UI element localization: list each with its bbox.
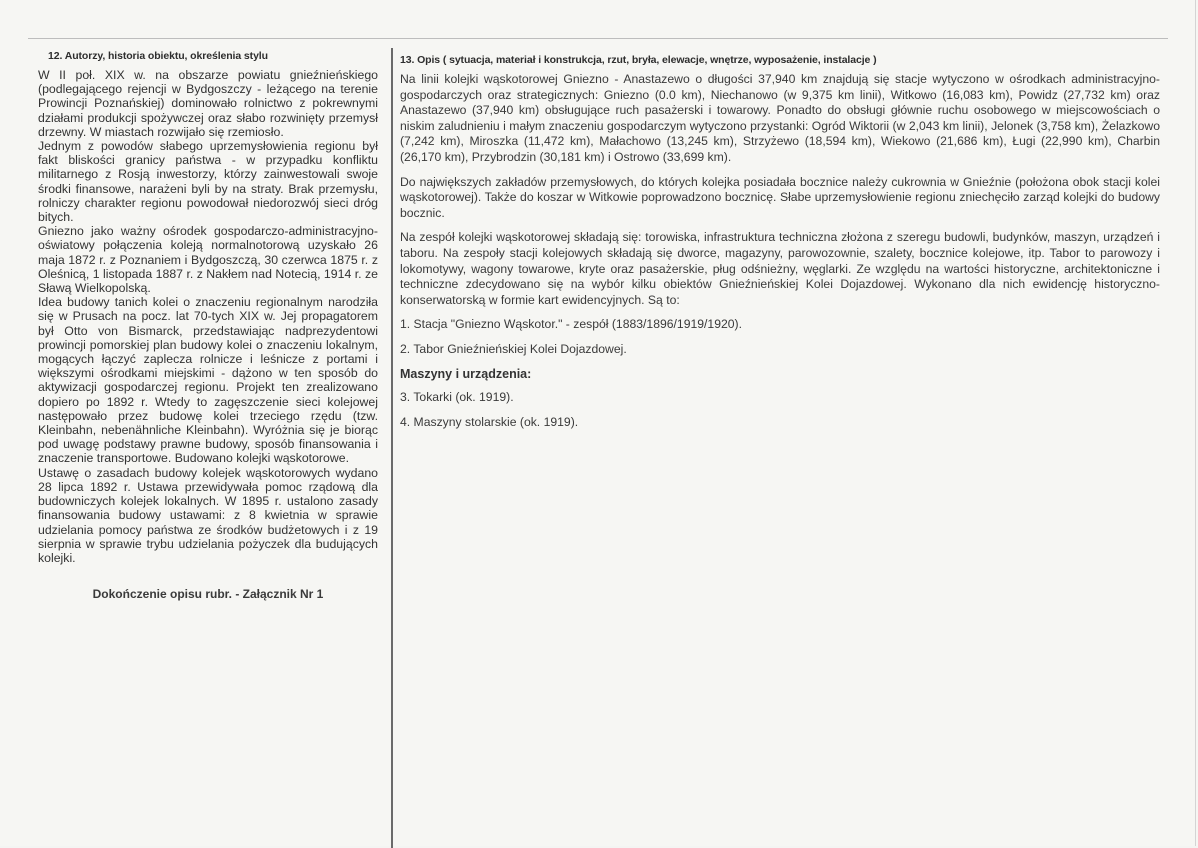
section-12	[38, 50, 378, 601]
description-paragraph: Na linii kolejki wąskotorowej Gniezno - Anastazewo o długości 37,940 km znajdują się stacje wytyczono w ośrodkach administracyjno-gospodarczych oraz strategicznych: Gniezno (0.0 km), Niechanowo (w 9,375 km linii), Witkowo (16,083 km), Powidz (27,732 km) oraz Anastazewo (37,940 km) obsługujące ruch pasażerski i towarowy. Ponadto do obsługi głównie ruchu osobowego w miejscowościach o niskim zaludnieniu i małym znaczeniu gospodarczym wytyczono przystanki: Ogród Wiktorii (w 2,043 km linii), Jelonek (3,758 km), Żelazkowo (7,242 km), Miroszka (11,472 km), Małachowo (13,245 km), Strzyżewo (18,594 km), Wiekowo (21,686 km), Ługi (22,990 km), Charbin (26,170 km), Przybrodzin (30,181 km) i Ostrowo (33,699 km).	[400, 72, 1160, 164]
machines-subheading: Maszyny i urządzenia:	[400, 366, 532, 381]
section-13-heading: 13. Opis ( sytuacja, materiał i konstrukcja, rzut, bryła, elewacje, wnętrze, wyposażenie, instalacje )	[400, 54, 877, 66]
list-item: 2. Tabor Gnieźnieńskiej Kolei Dojazdowej.	[400, 341, 627, 356]
card-edge	[1195, 0, 1196, 846]
section-12-body	[38, 68, 378, 565]
section-13	[400, 54, 1160, 439]
section-13-body	[400, 72, 1160, 430]
continuation-note: Dokończenie opisu rubr. - Załącznik Nr 1	[92, 587, 324, 602]
history-paragraph: Ustawę o zasadach budowy kolejek wąskotorowych wydano 28 lipca 1892 r. Ustawa przewidywała pomoc rządową dla budowniczych kolejek lokalnych. W 1895 r. ustalono zasady finansowania budowy ustawami: z 8 kwietnia w sprawie udzielania pomocy państwa ze środków budżetowych i z 19 sierpnia w sprawie trybu udzielania pożyczek dla budujących kolejki.	[38, 465, 378, 565]
description-paragraph: Na zespół kolejki wąskotorowej składają się: torowiska, infrastruktura techniczna złożona z szeregu budowli, budynków, maszyn, urządzeń i taboru. Na zespoły stacji kolejowych składają się dworce, magazyny, parowozownie, szalety, bocznice kolejowe, itp. Tabor to parowozy i lokomotywy, wagony towarowe, kryte oraz pasażerskie, pług odśnieżny, węglarki. Ze względu na wartości historyczne, architektoniczne i techniczne zdecydowano się na wybór kilku obiektów Gnieźnieńskiej Kolei Dojazdowej. Wykonano dla nich ewidencję historyczno-konserwatorską w formie kart ewidencyjnych. Są to:	[400, 230, 1160, 307]
history-paragraph: Idea budowy tanich kolei o znaczeniu regionalnym narodziła się w Prusach na pocz. lat 70-tych XIX w. Jej propagatorem był Otto von Bismarck, przedstawiając nadprezydentowi prowincji pomorskiej plan budowy kolei o znaczeniu lokalnym, mogących łączyć zaplecza rolnicze i leśnicze z portami i większymi ośrodkami miejskimi - dążono w ten sposób do aktywizacji gospodarczej regionu. Projekt ten zrealizowano dopiero po 1892 r. Wtedy to zagęszczenie sieci kolejowej następowało przez budowę kolei trzeciego rzędu (tzw. Kleinbahn, nebenähnliche Kleinbahn). Wyróżnia się je biorąc pod uwagę podstawy prawne budowy, sposób finansowania i znaczenie transportowe. Budowano kolejki wąskotorowe.	[38, 295, 378, 466]
list-item: 1. Stacja "Gniezno Wąskotor." - zespół (1883/1896/1919/1920).	[400, 317, 742, 332]
history-paragraph: Gniezno jako ważny ośrodek gospodarczo-administracyjno-oświatowy połączenia koleją normalnotorową uzyskało 26 maja 1872 r. z Poznaniem i Bydgoszczą, 30 czerwca 1875 r. z Oleśnicą, 1 listopada 1887 r. z Nakłem nad Notecią, 1914 r. ze Sławą Wielkopolską.	[38, 224, 378, 296]
column-divider	[391, 48, 393, 848]
list-item: 3. Tokarki (ok. 1919).	[400, 390, 514, 405]
section-12-heading: 12. Autorzy, historia obiektu, określenia stylu	[48, 50, 268, 62]
history-paragraph: W II poł. XIX w. na obszarze powiatu gnieźnieńskiego (podlegającego rejencji w Bydgoszczy - leżącego na terenie Prowincji Poznańskiej) dominowało rolnictwo z pokrewnymi działami produkcji spożywczej oraz słabo rozwinięty przemysł drzewny. W miastach rozwijało się rzemiosło.	[38, 68, 378, 139]
history-paragraph: Jednym z powodów słabego uprzemysłowienia regionu był fakt bliskości granicy państwa - w przypadku konfliktu militarnego z Rosją inwestorzy, którzy zainwestowali swoje środki finansowe, narażeni byli by na straty. Brak przemysłu, rolniczy charakter regionu powodował niedorozwój sieci dróg bitych.	[38, 139, 378, 225]
top-rule	[28, 38, 1168, 39]
description-paragraph: Do największych zakładów przemysłowych, do których kolejka posiadała bocznice należy cukrownia w Gnieźnie (położona obok stacji kolei wąskotorowej). Także do koszar w Witkowie poprowadzono bocznicę. Słabe uprzemysłowienie regionu zniechęciło zarząd kolejki do budowy bocznic.	[400, 174, 1160, 220]
list-item: 4. Maszyny stolarskie (ok. 1919).	[400, 414, 579, 429]
